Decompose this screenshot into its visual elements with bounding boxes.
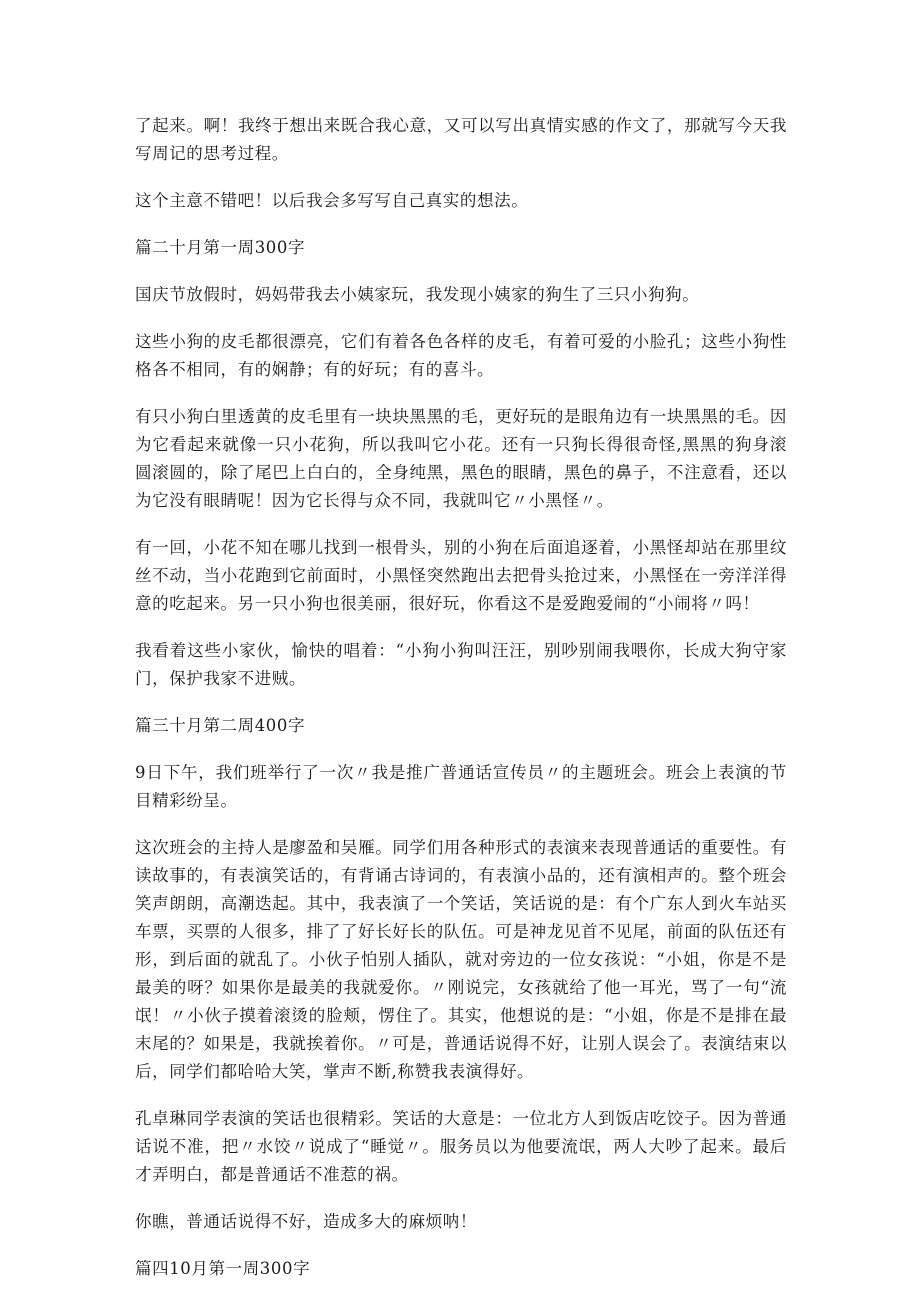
paragraph: 这次班会的主持人是廖盈和吴雁。同学们用各种形式的表演来表现普通话的重要性。有读故事的，有表演笑话的，有背诵古诗词的，有表演小品的，还有演相声的。整个班会笑声朗朗，高潮迭起。其中，我表演了一个笑话，笑话说的是：有个广东人到火车站买车票，买票的人很多，排了了好长好长的队伍。可是神龙见首不见尾，前面的队伍还有形，到后面的就乱了。小伙子怕别人插队，就对旁边的一位女孩说：“小姐，你是不是最美的呀？如果你是最美的我就爱你。〃刚说完，女孩就给了他一耳光，骂了一句“流氓！〃小伙子摸着滚烫的脸颊，愣住了。其实，他想说的是：“小姐，你是不是排在最末尾的？如果是，我就挨着你。〃可是，普通话说得不好，让别人误会了。表演结束以后，同学们都哈哈大笑，掌声不断,称赞我表演得好。 — [135, 838, 787, 1081]
paragraph: 你瞧，普通话说得不好，造成多大的麻烦呐！ — [135, 1212, 477, 1231]
paragraph: 了起来。啊！我终于想出来既合我心意，又可以写出真情实感的作文了，那就写今天我写周记的思考过程。 — [135, 116, 787, 163]
document-page — [135, 112, 787, 1302]
section-heading: 篇二十月第一周300字 — [135, 238, 306, 257]
paragraph: 有一回，小花不知在哪儿找到一根骨头，别的小狗在后面追逐着，小黑怪却站在那里纹丝不动，当小花跑到它前面时，小黑怪突然跑出去把骨头抢过来，小黑怪在一旁洋洋得意的吃起来。另一只小狗也很美丽，很好玩，你看这不是爱跑爱闹的“小闹将〃吗！ — [135, 538, 787, 613]
paragraph: 9日下午，我们班举行了一次〃我是推广普通话宣传员〃的主题班会。班会上表演的节目精彩纷呈。 — [135, 763, 787, 810]
paragraph: 国庆节放假时，妈妈带我去小姨家玩，我发现小姨家的狗生了三只小狗狗。 — [135, 285, 700, 304]
paragraph: 这些小狗的皮毛都很漂亮，它们有着各色各样的皮毛，有着可爱的小脸孔；这些小狗性格各不相同，有的娴静；有的好玩；有的喜斗。 — [135, 332, 787, 379]
paragraph: 有只小狗白里透黄的皮毛里有一块块黑黑的毛，更好玩的是眼角边有一块黑黑的毛。因为它看起来就像一只小花狗，所以我叫它小花。还有一只狗长得很奇怪,黑黑的狗身滚圆滚圆的，除了尾巴上白白的，全身纯黑，黑色的眼睛，黑色的鼻子，不注意看，还以为它没有眼睛呢！因为它长得与众不同，我就叫它〃小黑怪〃。 — [135, 407, 787, 510]
section-heading: 篇三十月第二周400字 — [135, 716, 306, 735]
paragraph: 孔卓琳同学表演的笑话也很精彩。笑话的大意是：一位北方人到饭店吃饺子。因为普通话说不准，把〃水饺〃说成了“睡觉〃。服务员以为他要流氓，两人大吵了起来。最后才弄明白，都是普通话不准惹的祸。 — [135, 1109, 787, 1184]
paragraph: 我看着这些小家伙，愉快的唱着：“小狗小狗叫汪汪，别吵别闹我喂你，长成大狗守家门，保护我家不进贼。 — [135, 641, 787, 688]
paragraph: 这个主意不错吧！以后我会多写写自己真实的想法。 — [135, 191, 529, 210]
section-heading: 篇四10月第一周300字 — [135, 1259, 311, 1278]
